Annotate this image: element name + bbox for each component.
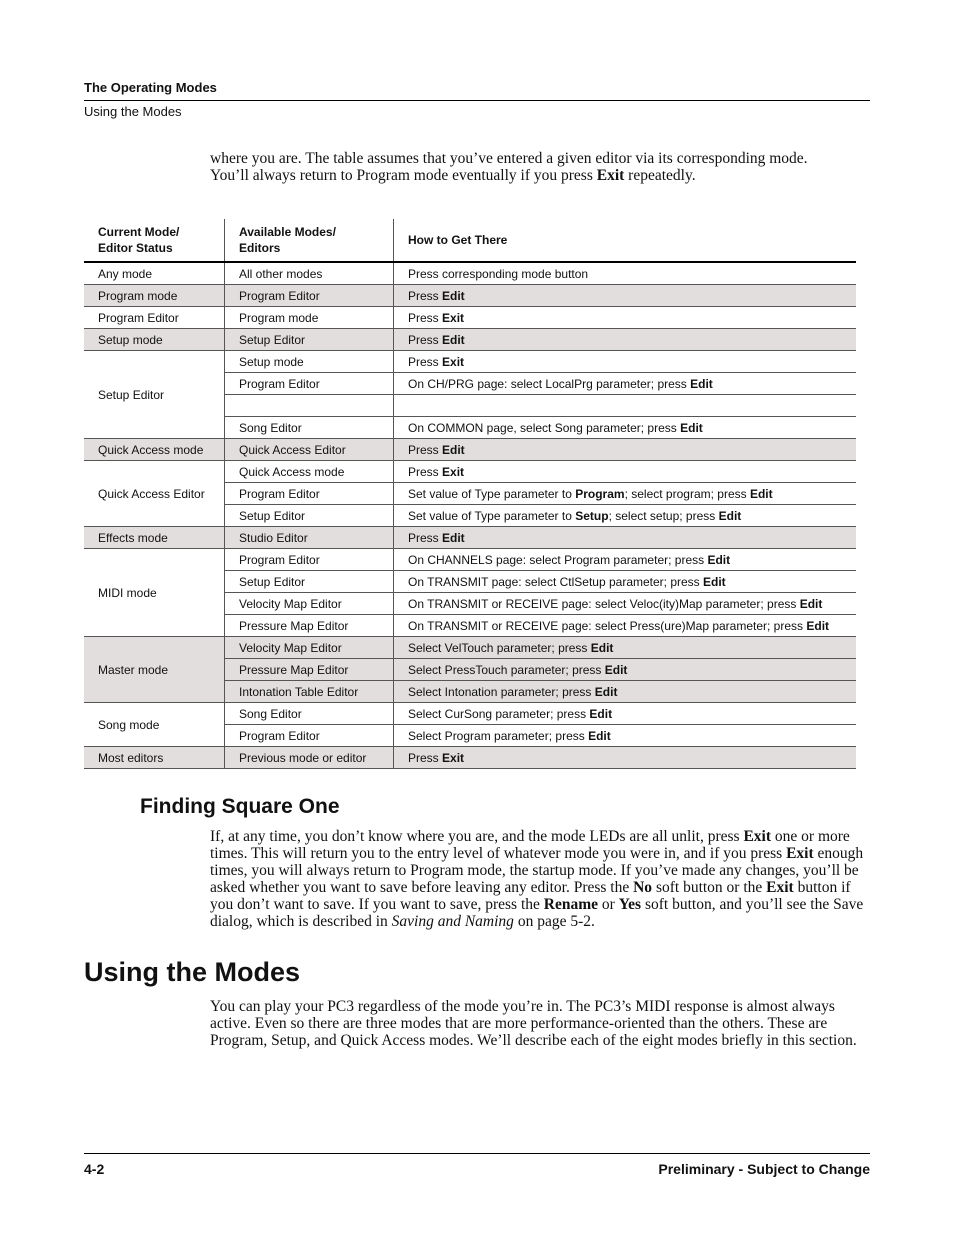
cell-available: Velocity Map Editor [225,593,394,615]
table-header-row [84,219,856,262]
running-header-subtitle: Using the Modes [84,104,182,119]
running-header-title: The Operating Modes [84,80,217,95]
cell-how: Press Edit [394,527,857,549]
cell-how [394,395,857,417]
cell-available: Program Editor [225,373,394,395]
table-row [84,527,856,549]
cell-available [225,395,394,417]
cell-current: Song mode [84,703,225,747]
cell-available: Song Editor [225,417,394,439]
table-row [84,351,856,373]
cell-how: On CHANNELS page: select Program parameter; press Edit [394,549,857,571]
cell-how: Press Edit [394,329,857,351]
cell-available: Pressure Map Editor [225,615,394,637]
intro-line-2b: repeatedly. [624,167,696,184]
cell-how: Set value of Type parameter to Program; select program; press Edit [394,483,857,505]
cell-current: Effects mode [84,527,225,549]
cell-current: Program mode [84,285,225,307]
intro-line-2a: You’ll always return to Program mode eventually if you press [210,167,597,184]
cell-current: Most editors [84,747,225,769]
cell-how: Press Edit [394,285,857,307]
cell-how: Press corresponding mode button [394,262,857,285]
table-row [84,439,856,461]
cell-available: Quick Access Editor [225,439,394,461]
cell-current: Setup mode [84,329,225,351]
table-row [84,285,856,307]
header-available-modes: Available Modes/ Editors [225,219,394,262]
cell-available: All other modes [225,262,394,285]
table-row [84,747,856,769]
cell-available: Pressure Map Editor [225,659,394,681]
header-current-mode: Current Mode/ Editor Status [84,219,225,262]
table-row [84,703,856,725]
cell-available: Intonation Table Editor [225,681,394,703]
cell-current: MIDI mode [84,549,225,637]
table-row [84,637,856,659]
cell-available: Setup Editor [225,329,394,351]
cell-available: Program Editor [225,549,394,571]
cell-how: On TRANSMIT or RECEIVE page: select Press(ure)Map parameter; press Edit [394,615,857,637]
cell-available: Song Editor [225,703,394,725]
cell-how: Select PressTouch parameter; press Edit [394,659,857,681]
table-row [84,461,856,483]
header-how-to-get-there: How to Get There [408,233,508,247]
table-row [84,262,856,285]
cell-current: Program Editor [84,307,225,329]
cell-how: Select Intonation parameter; press Edit [394,681,857,703]
mode-navigation-table [84,219,856,769]
finding-paragraph: If, at any time, you don’t know where you are, and the mode LEDs are all unlit, press Exit one or more times. This will return you to the entry level of whatever mode you were in, and if you press Exit enough times, you will always return to Program mode, the startup mode. If you’ve made any changes, you’ll be asked whether you want to save before leaving any editor. Press the No soft button or the Exit button if you don’t want to save. If you want to save, press the Rename or Yes soft button, and you’ll see the Save dialog, which is described in Saving and Naming on page 5-2. [210,828,864,930]
cell-current: Any mode [84,262,225,285]
cell-available: Velocity Map Editor [225,637,394,659]
cell-how: On CH/PRG page: select LocalPrg parameter; press Edit [394,373,857,395]
cell-how: Set value of Type parameter to Setup; select setup; press Edit [394,505,857,527]
cell-current: Master mode [84,637,225,703]
section-heading-using-the-modes: Using the Modes [84,957,301,987]
cell-how: Select VelTouch parameter; press Edit [394,637,857,659]
cell-available: Previous mode or editor [225,747,394,769]
table-row [84,307,856,329]
intro-exit-keyword: Exit [596,167,625,184]
cell-available: Program Editor [225,285,394,307]
page-number: 4-2 [84,1161,105,1177]
table-row [84,329,856,351]
section-heading-finding-square-one: Finding Square One [140,795,340,818]
cell-current: Setup Editor [84,351,225,439]
cell-how: Press Edit [394,439,857,461]
cell-available: Setup mode [225,351,394,373]
cell-available: Setup Editor [225,571,394,593]
cell-available: Setup Editor [225,505,394,527]
cell-how: Press Exit [394,307,857,329]
footer-rule [84,1153,870,1154]
cell-available: Program Editor [225,725,394,747]
cell-available: Program Editor [225,483,394,505]
cell-how: Press Exit [394,747,857,769]
cell-how: On TRANSMIT or RECEIVE page: select Veloc(ity)Map parameter; press Edit [394,593,857,615]
table-row [84,549,856,571]
cell-how: Select Program parameter; press Edit [394,725,857,747]
cross-reference-link: Saving and Naming [391,913,514,930]
cell-how: On TRANSMIT page: select CtlSetup parameter; press Edit [394,571,857,593]
cell-how: Press Exit [394,351,857,373]
cell-how: On COMMON page, select Song parameter; press Edit [394,417,857,439]
intro-line-1: where you are. The table assumes that you’ve entered a given editor via its corresponding mode. [210,150,808,167]
cell-current: Quick Access mode [84,439,225,461]
cell-available: Quick Access mode [225,461,394,483]
intro-paragraph [210,150,870,184]
cell-available: Studio Editor [225,527,394,549]
cell-current: Quick Access Editor [84,461,225,527]
header-rule [84,100,870,101]
cell-available: Program mode [225,307,394,329]
cell-how: Select CurSong parameter; press Edit [394,703,857,725]
footer-notice: Preliminary - Subject to Change [658,1161,870,1177]
cell-how: Press Exit [394,461,857,483]
using-paragraph: You can play your PC3 regardless of the mode you’re in. The PC3’s MIDI response is almost always active. Even so there are three modes that are more performance-oriented than the others. These are Program, Setup, and Quick Access modes. We’ll describe each of the eight modes briefly in this section. [210,998,857,1049]
